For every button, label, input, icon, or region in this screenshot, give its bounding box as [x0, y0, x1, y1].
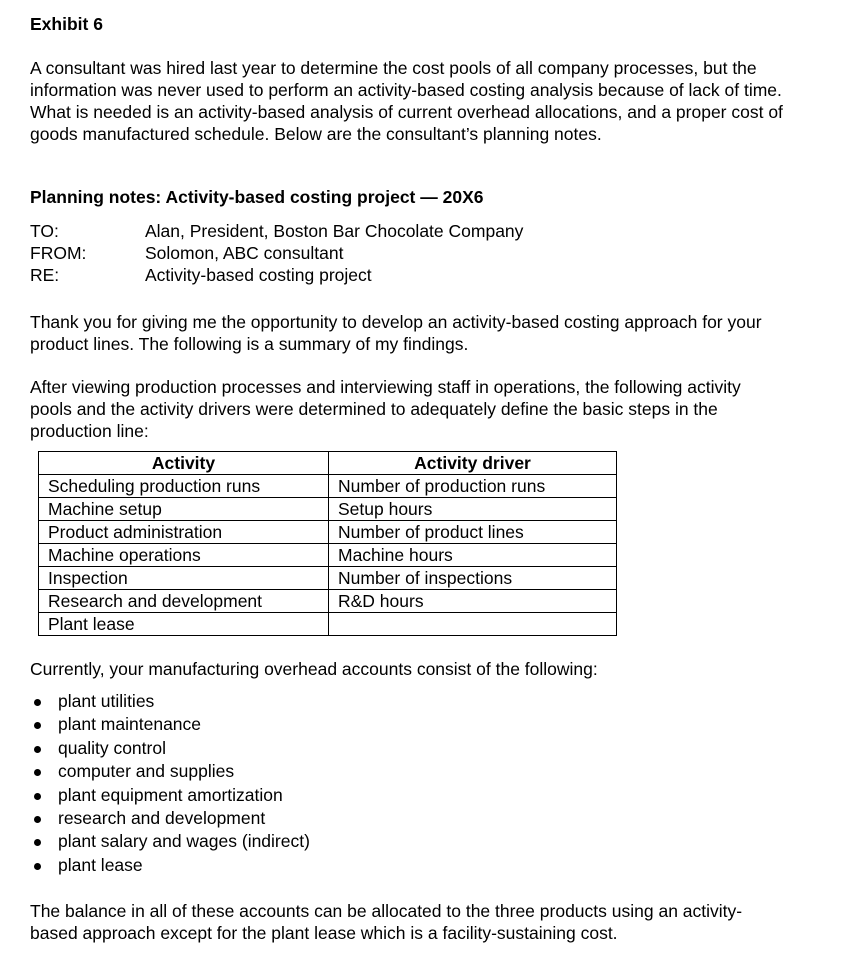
thanks-paragraph: Thank you for giving me the opportunity to develop an activity-based costing approach for your product lines. The following is a summary of my findings. — [30, 312, 762, 354]
bullet-icon — [34, 746, 41, 753]
list-item — [30, 807, 310, 830]
table-row — [39, 613, 617, 636]
intro-block — [30, 57, 790, 145]
bullet-icon — [34, 816, 41, 823]
list-item-label: plant salary and wages (indirect) — [58, 831, 310, 852]
findings-paragraph: After viewing production processes and interviewing staff in operations, the following activity pools and the activity drivers were determined to adequately define the basic steps in the production line: — [30, 377, 741, 441]
activity-driver-cell: R&D hours — [329, 590, 617, 613]
bullet-icon — [34, 839, 41, 846]
table-row — [39, 498, 617, 521]
memo-to-value: Alan, President, Boston Bar Chocolate Company — [145, 221, 524, 241]
thanks-block — [30, 311, 775, 355]
list-item — [30, 737, 310, 760]
table-row — [39, 475, 617, 498]
list-item-label: quality control — [58, 737, 166, 758]
memo-re-label: RE: — [30, 265, 60, 285]
bullet-icon — [34, 863, 41, 870]
activity-driver-cell — [329, 613, 617, 636]
memo-from-value: Solomon, ABC consultant — [145, 243, 344, 263]
list-item — [30, 830, 310, 853]
planning-heading-block — [30, 186, 804, 208]
list-item — [30, 690, 310, 713]
activity-table — [38, 451, 617, 636]
list-item-label: research and development — [58, 807, 266, 828]
memo-to-label: TO: — [30, 221, 59, 241]
bullet-icon — [34, 722, 41, 729]
memo-from-label: FROM: — [30, 243, 87, 263]
overhead-accounts-list — [30, 690, 310, 877]
activity-cell: Research and development — [39, 590, 329, 613]
findings-block — [30, 376, 760, 442]
list-item-label: plant utilities — [58, 691, 155, 711]
table-row — [39, 567, 617, 590]
list-item-label: plant maintenance — [58, 714, 202, 735]
activity-table-header-row — [39, 452, 617, 475]
table-row — [39, 521, 617, 544]
list-item — [30, 713, 310, 736]
list-item — [30, 784, 310, 807]
overhead-intro-block — [30, 658, 804, 680]
bullet-icon — [34, 699, 41, 706]
table-row — [39, 544, 617, 567]
activity-driver-column-header: Activity driver — [329, 452, 617, 475]
activity-driver-cell: Number of product lines — [329, 521, 617, 544]
activity-column-header: Activity — [39, 452, 329, 475]
exhibit-title: Exhibit 6 — [30, 14, 103, 34]
list-item-label: plant lease — [58, 854, 143, 875]
overhead-intro: Currently, your manufacturing overhead accounts consist of the following: — [30, 659, 598, 679]
list-item-label: plant equipment amortization — [58, 784, 283, 805]
bullet-icon — [34, 769, 41, 776]
closing-block — [30, 900, 755, 944]
activity-driver-cell: Number of production runs — [329, 475, 617, 498]
activity-cell: Inspection — [39, 567, 329, 590]
activity-cell: Machine operations — [39, 544, 329, 567]
activity-driver-cell: Machine hours — [329, 544, 617, 567]
activity-cell: Product administration — [39, 521, 329, 544]
exhibit-title-block — [30, 13, 804, 35]
planning-heading: Planning notes: Activity-based costing project — 20X6 — [30, 187, 484, 207]
table-row — [39, 590, 617, 613]
intro-paragraph: A consultant was hired last year to determine the cost pools of all company processes, but the information was never used to perform an activity-based costing analysis because of lack of time. What is needed is an activity-based analysis of current overhead allocations, and a proper cost of goods manufactured schedule. Below are the consultant’s planning notes. — [30, 58, 783, 144]
list-item — [30, 760, 310, 783]
activity-cell: Plant lease — [39, 613, 329, 636]
activity-driver-cell: Number of inspections — [329, 567, 617, 590]
bullet-icon — [34, 793, 41, 800]
memo-re-value: Activity-based costing project — [145, 265, 372, 285]
closing-paragraph: The balance in all of these accounts can be allocated to the three products using an activity-based approach except for the plant lease which is a facility-sustaining cost. — [30, 901, 743, 943]
list-item-label: computer and supplies — [58, 761, 235, 782]
activity-cell: Scheduling production runs — [39, 475, 329, 498]
activity-driver-cell: Setup hours — [329, 498, 617, 521]
activity-cell: Machine setup — [39, 498, 329, 521]
list-item — [30, 854, 310, 877]
